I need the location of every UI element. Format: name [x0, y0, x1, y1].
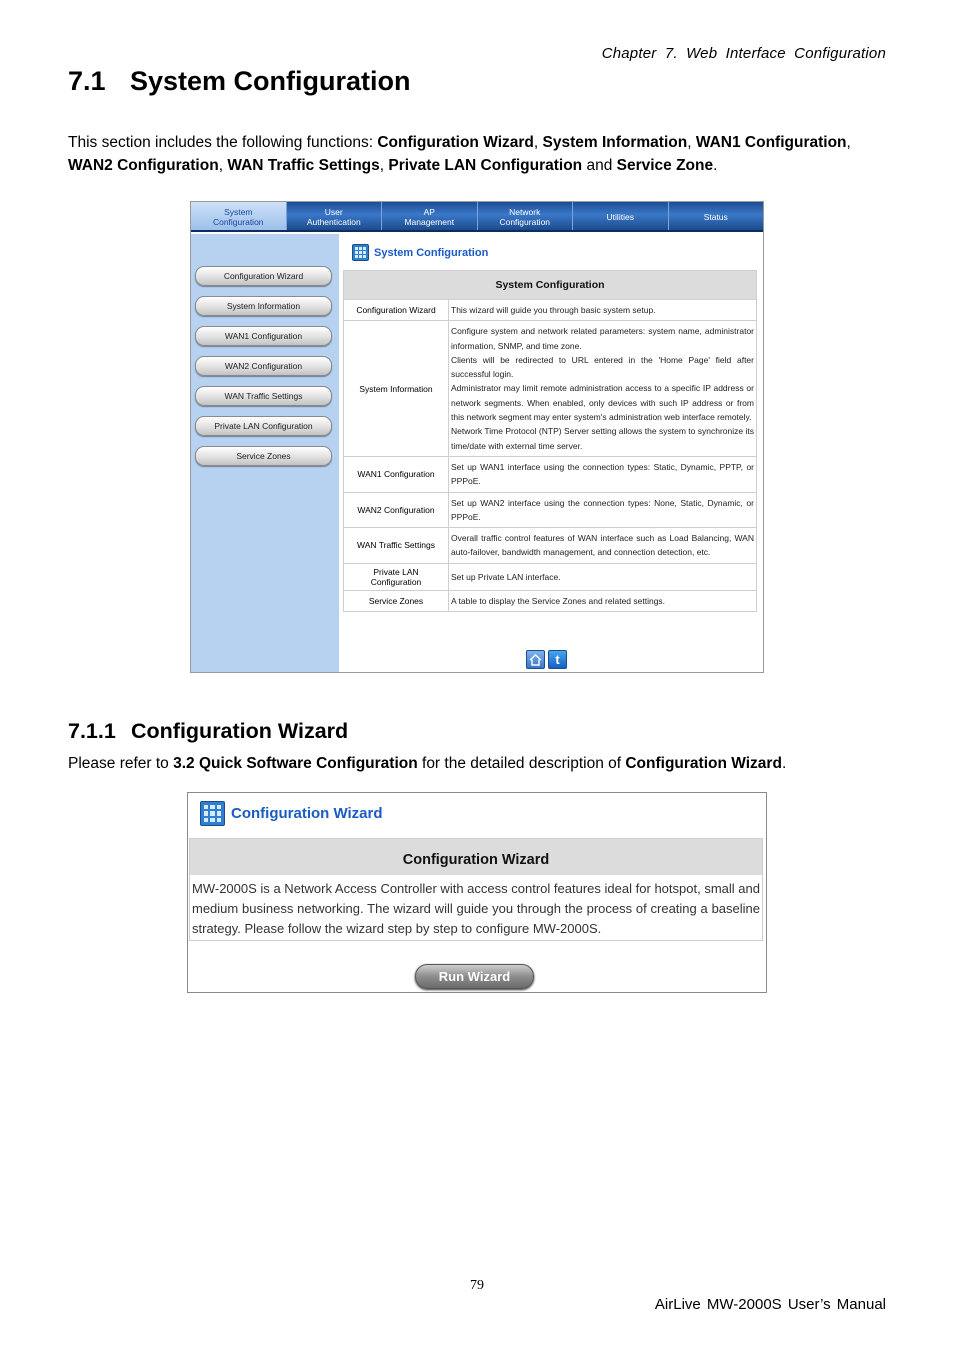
function-name[interactable]: WAN1 Configuration [344, 456, 449, 492]
table-header: System Configuration [344, 271, 757, 300]
page-header [352, 244, 488, 261]
wizard-description: MW-2000S is a Network Access Controller with access control features ideal for hotspot, small and medium business networking. The wizard will guide you through the process of creating a baseline strategy. Please follow the wizard step by step to configure MW-2000S. [192, 881, 760, 936]
bottom-icons [526, 650, 567, 669]
bold-term: WAN Traffic Settings [227, 157, 380, 174]
function-name[interactable]: Service Zones [344, 590, 449, 611]
text-run: , [218, 157, 228, 174]
section-heading [68, 66, 411, 97]
nav-tab-label: System Configuration [212, 207, 264, 227]
function-description: Set up Private LAN interface. [449, 563, 757, 590]
function-description: This wizard will guide you through basic system setup. [449, 300, 757, 321]
table-row [344, 321, 757, 457]
subsection-title: Configuration Wizard [131, 719, 349, 743]
nav-tab-label: Utilities [606, 212, 634, 222]
content-area [340, 234, 763, 672]
function-name[interactable]: Configuration Wizard [344, 300, 449, 321]
text-run: for the detailed description of [417, 755, 626, 772]
nav-tab-label: AP Management [404, 207, 455, 227]
wizard-page-title: Configuration Wizard [231, 805, 383, 822]
sidebar-button-wan2-configuration[interactable]: WAN2 Configuration [195, 356, 332, 376]
nav-tab-user-authentication[interactable] [287, 202, 383, 230]
function-description: Set up WAN2 interface using the connection types: None, Static, Dynamic, or PPPoE. [449, 492, 757, 528]
subsection-heading [68, 719, 348, 744]
sidebar-button-wan1-configuration[interactable]: WAN1 Configuration [195, 326, 332, 346]
table-row [344, 563, 757, 590]
nav-tab-ap-management[interactable] [382, 202, 478, 230]
text-run: Please refer to [68, 755, 174, 772]
table-row [344, 300, 757, 321]
text-run: . [713, 157, 718, 174]
sidebar-button-private-lan-configuration[interactable]: Private LAN Configuration [195, 416, 332, 436]
intro-paragraph [68, 131, 888, 177]
bold-term: 3.2 Quick Software Configuration [173, 755, 418, 772]
table-row [344, 590, 757, 611]
table-row [344, 456, 757, 492]
page-number: 79 [470, 1278, 484, 1293]
function-description: A table to display the Service Zones and related settings. [449, 590, 757, 611]
grid-icon [200, 801, 225, 826]
sidebar-button-service-zones[interactable]: Service Zones [195, 446, 332, 466]
wizard-box-header: Configuration Wizard [190, 839, 762, 875]
section-title: System Configuration [130, 66, 411, 96]
manual-footer: AirLive MW-2000S User’s Manual [654, 1296, 886, 1313]
nav-tab-label: Status [703, 212, 728, 222]
chapter-header: Chapter 7. Web Interface Configuration [601, 45, 886, 62]
bold-term: Service Zone [616, 157, 714, 174]
configuration-wizard-screenshot [187, 792, 767, 993]
table-row [344, 492, 757, 528]
run-wizard-button[interactable]: Run Wizard [415, 964, 534, 989]
system-configuration-table [343, 270, 757, 612]
grid-icon [352, 244, 369, 261]
bold-term: System Information [542, 134, 688, 151]
section-number: 7.1 [68, 66, 106, 96]
subsection-number: 7.1.1 [68, 719, 116, 743]
function-description: Overall traffic control features of WAN interface such as Load Balancing, WAN auto-failover, bandwidth management, and connection detection, etc. [449, 528, 757, 564]
page-title: System Configuration [374, 246, 489, 259]
function-description: Configure system and network related parameters: system name, administrator information, SNMP, and time zone. Clients will be redirected to URL entered in the 'Home Page' field after successful login. Administrator may limit remote administration access to a specific IP address or network segments. When enabled, only devices with such IP address or from this network segment may enter system's administration web interface remotely. Network Time Protocol (NTP) Server setting allows the system to synchronize its time/date with external time server. [449, 321, 757, 457]
bold-term: Configuration Wizard [625, 755, 782, 772]
bold-term: WAN2 Configuration [68, 157, 219, 174]
text-run: , [379, 157, 389, 174]
function-description: Set up WAN1 interface using the connection types: Static, Dynamic, PPTP, or PPPoE. [449, 456, 757, 492]
sidebar-menu [191, 234, 339, 672]
nav-tab-utilities[interactable] [573, 202, 669, 230]
sidebar-button-configuration-wizard[interactable]: Configuration Wizard [195, 266, 332, 286]
function-name[interactable]: System Information [344, 321, 449, 457]
top-navigation [191, 202, 763, 232]
wizard-page-header [200, 801, 383, 826]
sidebar-button-wan-traffic-settings[interactable]: WAN Traffic Settings [195, 386, 332, 406]
text-run: , [846, 134, 851, 151]
nav-tab-status[interactable] [669, 202, 764, 230]
home-icon[interactable] [526, 650, 545, 669]
nav-tab-label: Network Configuration [499, 207, 551, 227]
nav-tab-label: User Authentication [306, 207, 361, 227]
text-run: This section includes the following functions: [68, 134, 378, 151]
nav-tab-network-configuration[interactable] [478, 202, 574, 230]
function-name[interactable]: Private LAN Configuration [344, 563, 449, 590]
wizard-box [189, 838, 763, 941]
text-run: , [533, 134, 543, 151]
bold-term: WAN1 Configuration [695, 134, 847, 151]
reference-paragraph [68, 755, 786, 773]
text-run: and [582, 157, 617, 174]
text-run: . [781, 755, 787, 772]
system-configuration-screenshot [190, 201, 764, 673]
function-name[interactable]: WAN Traffic Settings [344, 528, 449, 564]
sidebar-button-system-information[interactable]: System Information [195, 296, 332, 316]
nav-tab-system-configuration[interactable] [191, 202, 287, 230]
function-name[interactable]: WAN2 Configuration [344, 492, 449, 528]
text-run: , [687, 134, 696, 151]
top-icon[interactable]: t [548, 650, 567, 669]
bold-term: Configuration Wizard [377, 134, 534, 151]
table-row [344, 528, 757, 564]
bold-term: Private LAN Configuration [388, 157, 583, 174]
